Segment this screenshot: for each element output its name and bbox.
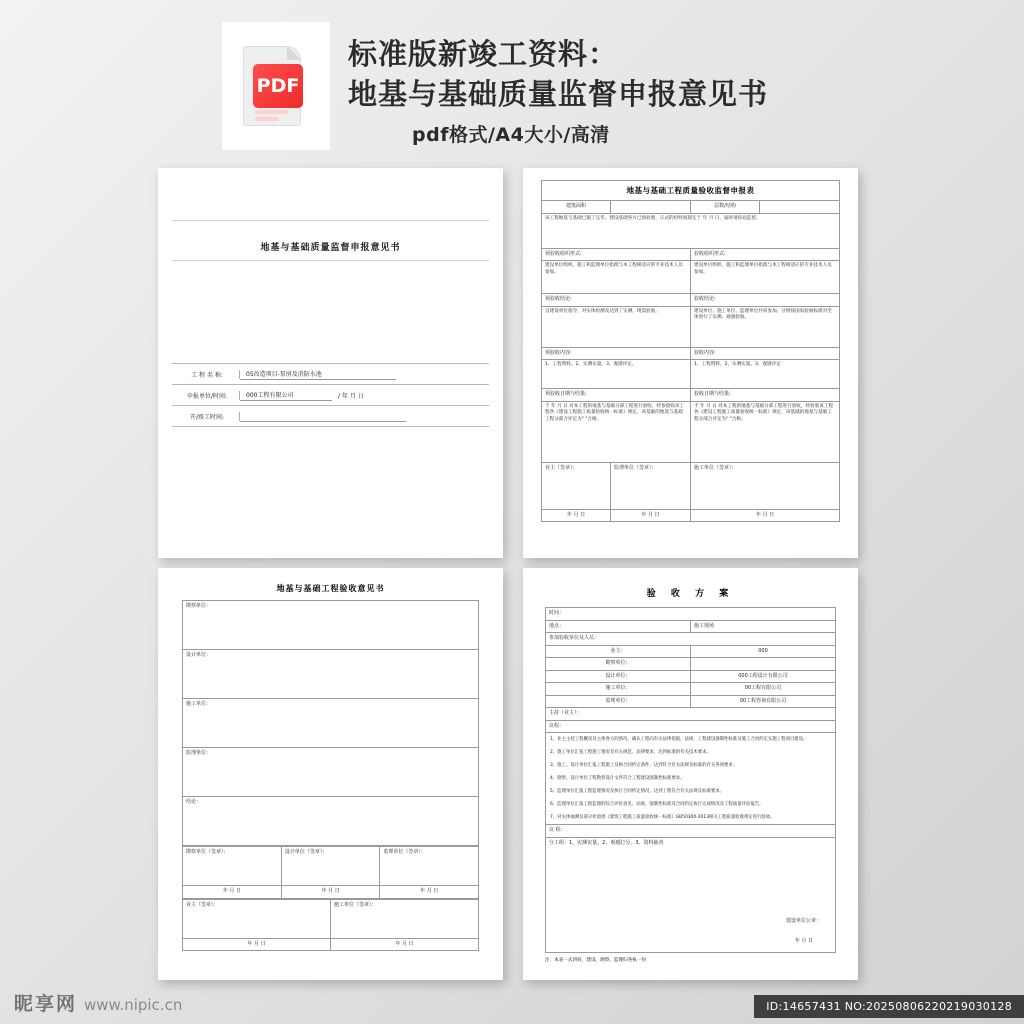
sheet3-sign2-label-1: 施工单位（签章）：	[331, 899, 479, 938]
sheet1-title: 地基与基础质量监督申报意见书	[260, 243, 401, 253]
sheet2-title: 地基与基础工程质量验收监督申报表	[541, 180, 840, 200]
sheet4-note-0: 1、业主主持工程概况及主体各方的情况，确认工程向有关法律依据，法规、工程建设强制性标准及施工合同约定实施工程项目建设。	[550, 737, 808, 742]
sheet1-field-value-2	[240, 410, 406, 422]
sheet2-table	[541, 200, 840, 522]
sheet3-section-0: 勘察单位：	[183, 601, 479, 650]
sheet2-section-label-3: 验收结论:	[690, 294, 839, 307]
sheet2-signature-date-0: 年 月 日	[542, 509, 611, 522]
sheet3-sign1-label-0: 勘察单位（签章）：	[183, 847, 282, 886]
sheet4-row-value-1: 施工现场	[691, 620, 836, 633]
sheet2-section-text-0: 建设单位组织，施工和监理单位指派与本工程相适应的专业技术人员参加。	[542, 261, 691, 294]
sheet4-row-label-3: 业主：	[546, 645, 691, 658]
sheet4-note-3: 4、勘察、设计单位工程勘察设计文件符合工程建设强制性标准要求。	[550, 776, 685, 782]
sheet4-row-value-6: 00工程有限公司	[691, 683, 836, 696]
pdf-file-icon	[222, 22, 330, 150]
sheet2-signature-label-0: 业主（签章）：	[542, 462, 611, 509]
sheet2-signature-date-2: 年 月 日	[690, 509, 839, 522]
sheet4-row-label-6: 施工单位：	[546, 683, 691, 696]
sheet2-section-label-2: 预验收结论:	[542, 294, 691, 307]
sheet3-section-3: 监理单位：	[183, 748, 479, 797]
sheet2-section-label-5: 验收内容:	[690, 347, 839, 360]
sheet4-row-label-9: 议程：	[546, 720, 836, 733]
sheet4-row-label-1: 地点：	[546, 620, 691, 633]
sheet2-section-text-3: 建设单位、施工单位、监理单位共同参加，分组按国家验收标准对全体进行了实测、观感验收。	[690, 306, 839, 347]
sheet2-signature-label-1: 监理单位（签章）：	[611, 462, 691, 509]
sheet4-row-value-7: 00工程咨询有限公司	[691, 695, 836, 708]
sheet3-section-1: 设计单位：	[183, 650, 479, 699]
pdf-icon-label: PDF	[253, 64, 303, 108]
sheet2-section-label-6: 预验收日期与结果:	[542, 389, 691, 402]
document-page-4	[523, 568, 858, 980]
sheet2-section-text-2: 自建设单位指令，对实体检测及达到了实测，现需验收。	[542, 306, 691, 347]
sheet3-signature-table-2	[182, 899, 479, 952]
sheet4-title: 验 收 方 案	[646, 589, 735, 599]
sheet4-construction-unit-label: 建设单位公章：	[785, 918, 821, 925]
page-title-line2: 地基与基础质量监督申报意见书	[348, 77, 769, 111]
sheet1-field-label-1: 申报单位/时间:	[178, 391, 240, 400]
sheet2-statement: 该工程地基与基础已施工完毕，建设基础各方已预验收，正式的检时间现定于 年 月 日，届时请你站监督。	[542, 213, 840, 248]
sheet1-field-value-1: 000工程有限公司	[240, 389, 332, 401]
sheet2-section-label-1: 验收组织形式:	[690, 248, 839, 261]
sheet2-label-floors: 层数/结构	[690, 201, 759, 214]
document-page-1	[158, 168, 503, 558]
sheet2-section-text-6: 于 年 月 日 对本工程的地基与基础分部工程进行验收，经参验收该工程各《建设工程施工质量验收统一标准》规定，该基础的地基与基础工程分部合评定为" "合格。	[542, 401, 691, 462]
sheet4-row-value-4	[691, 658, 836, 671]
page-footer	[0, 978, 1024, 1024]
sheet3-signature-table-1	[182, 846, 479, 899]
sheet4-row-label-2: 参加验收单位及人员：	[546, 633, 836, 646]
sheet4-row-label-5: 设计单位：	[546, 670, 691, 683]
sheet1-field-label-2: 开/竣工时间:	[178, 412, 240, 421]
sheet4-row-label-8: 主持（业主）：	[546, 708, 836, 721]
sheet4-note-5: 6、监理单位汇报工程监理的综合评价意见，法规、强制性标准及合同约定执行完成情况及工程质量评估报告。	[550, 802, 764, 808]
site-brand[interactable]	[14, 989, 182, 1016]
document-page-2	[523, 168, 858, 558]
sheet3-sign2-label-0: 业主（签章）：	[183, 899, 331, 938]
sheet4-note-2: 3、施工、设计单位汇报工程施工及格合同约定条件，达到符合有关法规及标准的有关各项要求。	[550, 763, 738, 769]
sheet4-row-label-7: 监理单位：	[546, 695, 691, 708]
document-page-3	[158, 568, 503, 980]
sheet1-field-date-1: / 年 月 日	[338, 392, 364, 400]
sheet1-field-value-0: 05改造项目-泵房及消防水池	[240, 368, 396, 380]
sheet2-section-text-7: 于 年 月 日 对本工程的地基与基础分部工程进行验收，经验收该工程各《建设工程施工质量验收统一标准》规定，该基础的地基与基础工程分部合评定为" "合格。	[690, 401, 839, 462]
brand-url: www.nipic.cn	[84, 996, 183, 1014]
sheet4-info-table	[545, 607, 836, 953]
sheet2-label-project: 建筑面积	[542, 201, 611, 214]
sheet4-row-value-5: 000工程设计有限公司	[691, 670, 836, 683]
sheet4-agenda-label: 议 程：	[546, 825, 836, 838]
sheet2-section-label-7: 验收日期与结果:	[690, 389, 839, 402]
sheet3-sign1-label-1: 设计单位（签章）：	[281, 847, 380, 886]
sheet2-section-text-4: 1、工程资料。2、实测实量。3、观感评定。	[542, 360, 691, 389]
brand-name: 昵享网	[14, 993, 78, 1015]
sheet3-sign1-label-2: 监理单位（签章）：	[380, 847, 479, 886]
sheet3-sign1-date-0: 年 月 日	[183, 886, 282, 899]
sheet4-row-value-3: 000	[691, 645, 836, 658]
sheet2-section-label-4: 预验收内容:	[542, 347, 691, 360]
sheet3-sign1-date-1: 年 月 日	[281, 886, 380, 899]
sheet3-section-4: 结论：	[183, 797, 479, 846]
sheet4-date-line: 年 月 日	[794, 938, 813, 945]
page-subtitle: pdf格式/A4大小/高清	[412, 124, 610, 146]
document-header	[222, 22, 862, 150]
sheet2-signature-date-1: 年 月 日	[611, 509, 691, 522]
sheet4-row-label-0: 时间：	[546, 608, 836, 621]
sheet2-section-text-1: 建设单位组织，施工和监理单位指派与本工程相适应的专业技术人员参加。	[690, 261, 839, 294]
sheet3-table	[182, 600, 479, 846]
sheet4-agenda-value: 分工组：1、实测实量。2、观感打分。3、资料抽查	[549, 839, 664, 846]
sheet3-sign2-date-0: 年 月 日	[183, 938, 331, 951]
sheet2-signature-label-2: 施工单位（签章）：	[690, 462, 839, 509]
sheet4-note-1: 2、施工单位汇报工程施工情况及有关规范、法律要求，达到标准的有关技术要求。	[550, 750, 711, 756]
sheet4-footer-note: 注：本表一式四份，建设、勘察、监理归各执一份	[545, 957, 647, 963]
sheet4-note-6: 7、对实体抽测及部分检验批《建筑工程施工质量验收统一标准》GB50300-2013相关工程质量验收规定进行验收。	[550, 815, 775, 821]
sheet4-row-label-4: 勘察单位：	[546, 658, 691, 671]
sheet3-section-2: 施工单位：	[183, 699, 479, 748]
sheet2-section-text-5: 1、工程资料。2、实测实量。3、观感评定	[690, 360, 839, 389]
sheet4-note-4: 5、监理单位汇报工程监理情况及执行合同约定情况，达到工程符合有关法规及标准要求。	[550, 789, 725, 795]
sheet3-title: 地基与基础工程验收意见书	[276, 584, 385, 593]
image-id-badge: ID:14657431 NO:20250806220219030128	[754, 995, 1024, 1018]
sheet3-sign1-date-2: 年 月 日	[380, 886, 479, 899]
sheet1-field-label-0: 工 程 名 称:	[178, 370, 240, 379]
sheet2-section-label-0: 预验收组织形式:	[542, 248, 691, 261]
sheet3-sign2-date-1: 年 月 日	[331, 938, 479, 951]
page-title-line1: 标准版新竣工资料：	[348, 37, 619, 71]
